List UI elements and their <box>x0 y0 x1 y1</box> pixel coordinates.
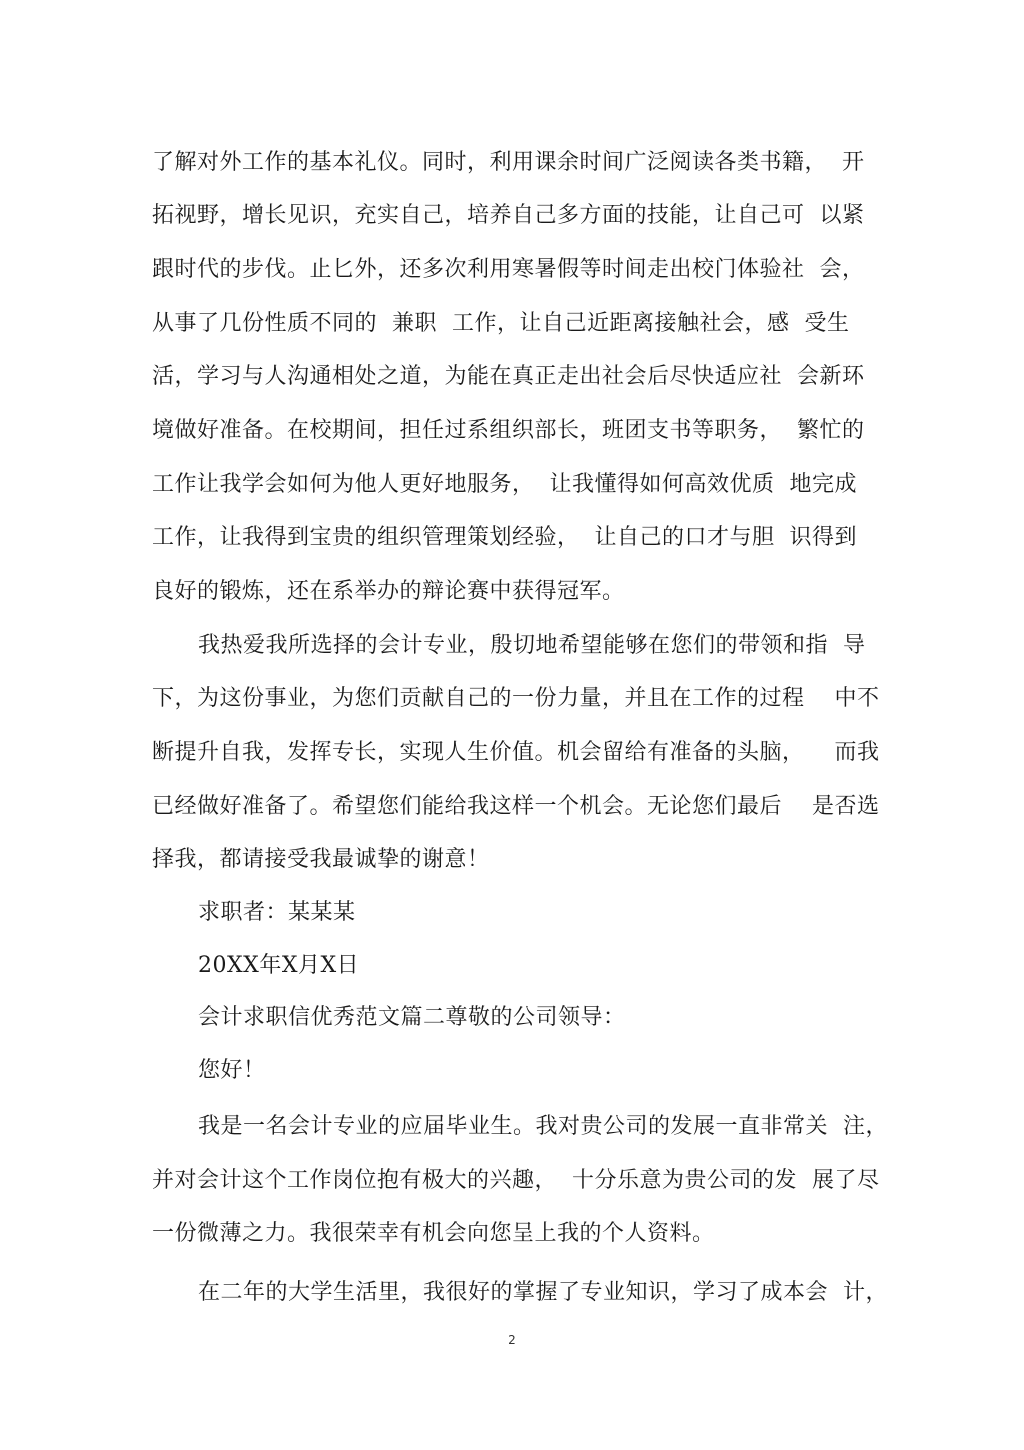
signature-line: 求职者：某某某 <box>198 900 356 925</box>
section-heading: 会计求职信优秀范文篇二尊敬的公司领导： <box>198 1005 626 1030</box>
body-line: 一份微薄之力。我很荣幸有机会向您呈上我的个人资料。 <box>152 1221 715 1246</box>
body-line: 工作让我学会如何为他人更好地服务， 让我懂得如何高效优质 地完成 <box>152 472 857 497</box>
body-line: 择我，都请接受我最诚挚的谢意！ <box>152 847 490 872</box>
body-line: 已经做好准备了。希望您们能给我这样一个机会。无论您们最后 是否选 <box>152 794 880 819</box>
greeting-line: 您好！ <box>198 1058 266 1083</box>
body-line: 断提升自我，发挥专长，实现人生价值。机会留给有准备的头脑， 而我 <box>152 740 880 765</box>
body-line: 活，学习与人沟通相处之道，为能在真正走出社会后尽快适应社 会新环 <box>152 364 865 389</box>
body-line: 拓视野，增长见识，充实自己，培养自己多方面的技能，让自己可 以紧 <box>152 203 865 228</box>
body-line: 我是一名会计专业的应届毕业生。我对贵公司的发展一直非常关 注， <box>198 1114 888 1139</box>
body-line: 从事了几份性质不同的 兼职 工作，让自己近距离接触社会，感 受生 <box>152 311 850 336</box>
body-line: 工作，让我得到宝贵的组织管理策划经验， 让自己的口才与胆 识得到 <box>152 525 857 550</box>
body-line: 我热爱我所选择的会计专业，殷切地希望能够在您们的带领和指 导 <box>198 633 866 658</box>
body-line: 良好的锻炼，还在系举办的辩论赛中获得冠军。 <box>152 579 625 604</box>
body-line: 境做好准备。在校期间，担任过系组织部长，班团支书等职务， 繁忙的 <box>152 418 865 443</box>
body-line: 了解对外工作的基本礼仪。同时，利用课余时间广泛阅读各类书籍， 开 <box>152 150 865 175</box>
page-number: 2 <box>508 1333 516 1347</box>
body-line: 下，为这份事业，为您们贡献自己的一份力量，并且在工作的过程 中不 <box>152 686 880 711</box>
body-line: 在二年的大学生活里，我很好的掌握了专业知识，学习了成本会 计， <box>198 1280 888 1305</box>
body-line: 并对会计这个工作岗位抱有极大的兴趣， 十分乐意为贵公司的发 展了尽 <box>152 1168 880 1193</box>
body-line: 跟时代的步伐。止匕外，还多次利用寒暑假等时间走出校门体验社 会， <box>152 257 865 282</box>
date-line: 20XX年X月X日 <box>198 953 360 978</box>
